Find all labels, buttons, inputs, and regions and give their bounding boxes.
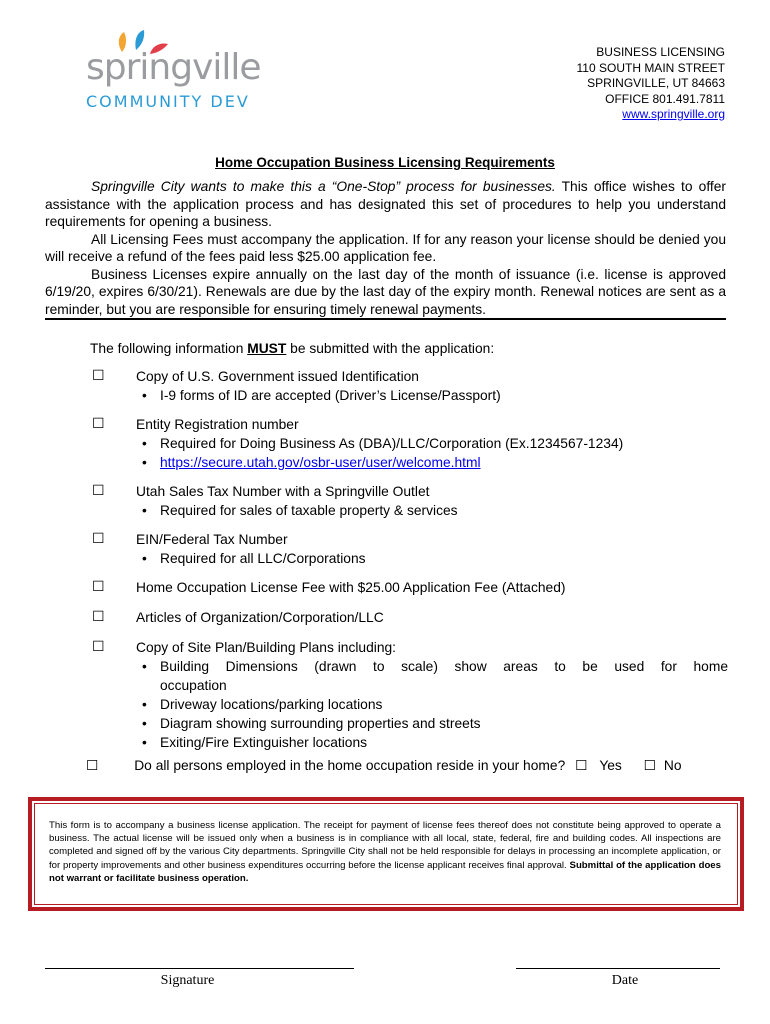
requirement-entity-registration	[92, 415, 728, 472]
checkbox-yes[interactable]: ☐	[575, 758, 588, 774]
must-emphasis: MUST	[247, 341, 287, 356]
address-line-city: SPRINGVILLE, UT 84663	[587, 76, 725, 90]
section-divider	[45, 318, 726, 320]
intro-text	[45, 178, 726, 318]
intro-italic-lead: Springville City wants to make this a “One-Stop” process for businesses.	[91, 179, 556, 194]
signature-label: Signature	[160, 973, 215, 988]
checkbox-no[interactable]: ☐	[643, 758, 657, 774]
requirement-bullet: • Building Dimensions (drawn to scale) show areas to be used for home	[92, 657, 728, 676]
notice-box	[28, 797, 744, 911]
address-block	[577, 45, 725, 123]
springville-logo	[84, 26, 280, 116]
requirement-sales-tax	[92, 482, 728, 520]
signature-line[interactable]	[45, 968, 354, 969]
requirement-id	[92, 367, 728, 405]
requirement-label: Entity Registration number	[136, 417, 299, 432]
website-link[interactable]: www.springville.org	[622, 107, 725, 121]
checkbox-question[interactable]: ☐	[86, 758, 99, 774]
requirement-bullet: • Required for Doing Business As (DBA)/LLC/Corporation (Ex.1234567-1234)	[92, 434, 728, 453]
intro-paragraph-renewal: Business Licenses expire annually on the last day of the month of issuance (i.e. license is approved 6/19/20, expires 6/30/21). Renewals are due by the last day of the expiry month. Renewal notices are sent as a reminder, but you are responsible for ensuring timely renewal payments.	[45, 266, 726, 317]
requirement-bullet: • Driveway locations/parking locations	[92, 695, 728, 714]
intro-paragraph-fees: All Licensing Fees must accompany the application. If for any reason your license should be denied you will receive a refund of the fees paid less $25.00 application fee.	[45, 231, 726, 264]
checkbox-sales-tax[interactable]: ☐	[92, 483, 105, 499]
requirement-bullet: • I-9 forms of ID are accepted (Driver’s License/Passport)	[92, 386, 728, 405]
requirement-bullet: • Diagram showing surrounding properties and streets	[92, 714, 728, 733]
requirement-label: Copy of U.S. Government issued Identification	[136, 369, 419, 384]
checkbox-license-fee[interactable]: ☐	[92, 579, 105, 595]
logo-wordmark: springville	[86, 47, 261, 88]
address-line-phone: OFFICE 801.491.7811	[605, 91, 725, 106]
requirement-bullet-continuation: occupation	[160, 678, 227, 693]
requirement-label: EIN/Federal Tax Number	[136, 532, 288, 547]
requirement-label: Utah Sales Tax Number with a Springville Outlet	[136, 484, 430, 499]
checkbox-articles[interactable]: ☐	[92, 609, 105, 625]
notice-text: This form is to accompany a business license application. The receipt for payment of license fees thereof does not constitute being approved to operate a business. The actual license will be issued only when a business is in compliance with all local, state, federal, fire and building codes. All inspections are completed and signed off by the various City departments. Springville City shall not be held responsible for delays in processing an incomplete application, or for property improvements and other business expenditures occurring before the license applicant receives final approval. Submittal of the application does not warrant or facilitate business operation.	[34, 803, 738, 905]
requirement-bullet-link	[92, 453, 728, 472]
no-label: No	[663, 758, 682, 773]
requirement-license-fee	[92, 578, 728, 597]
address-line-department: BUSINESS LICENSING	[596, 45, 725, 59]
intro-paragraph-1-rest: This office wishes to offer assistance with the application process and has designated this set of procedures to help you understand requirements for opening a business.	[45, 179, 727, 229]
date-line[interactable]	[516, 968, 720, 969]
checkbox-id[interactable]: ☐	[92, 368, 105, 384]
date-label: Date	[611, 973, 639, 988]
requirement-label: Copy of Site Plan/Building Plans including:	[136, 640, 396, 655]
checkbox-entity-registration[interactable]: ☐	[92, 416, 105, 432]
requirement-bullet: • Required for sales of taxable property & services	[92, 501, 728, 520]
osbr-link[interactable]: https://secure.utah.gov/osbr-user/user/welcome.html	[160, 455, 481, 470]
requirement-articles	[92, 608, 728, 627]
requirement-site-plan	[92, 638, 728, 752]
requirement-label: Articles of Organization/Corporation/LLC	[136, 610, 384, 625]
requirement-label: Home Occupation License Fee with $25.00 Application Fee (Attached)	[136, 580, 566, 595]
requirement-bullet: • Exiting/Fire Extinguisher locations	[92, 733, 728, 752]
address-line-street: 110 SOUTH MAIN STREET	[576, 60, 725, 75]
intro-paragraph-1	[45, 178, 726, 231]
requirement-bullet: • Required for all LLC/Corporations	[92, 549, 728, 568]
requirement-ein	[92, 530, 728, 568]
requirements-heading: The following information MUST be submitted with the application:	[90, 341, 495, 356]
yes-label: Yes	[599, 758, 622, 773]
checkbox-ein[interactable]: ☐	[92, 531, 105, 547]
notice-bold-text: Submittal of the application does not warrant or facilitate business operation.	[49, 859, 721, 884]
residence-question	[86, 758, 726, 774]
document-title: Home Occupation Business Licensing Requirements	[215, 155, 555, 170]
logo-subtitle: COMMUNITY DEV	[86, 92, 250, 111]
checkbox-site-plan[interactable]: ☐	[92, 639, 105, 655]
question-text: Do all persons employed in the home occupation reside in your home?	[134, 758, 566, 773]
